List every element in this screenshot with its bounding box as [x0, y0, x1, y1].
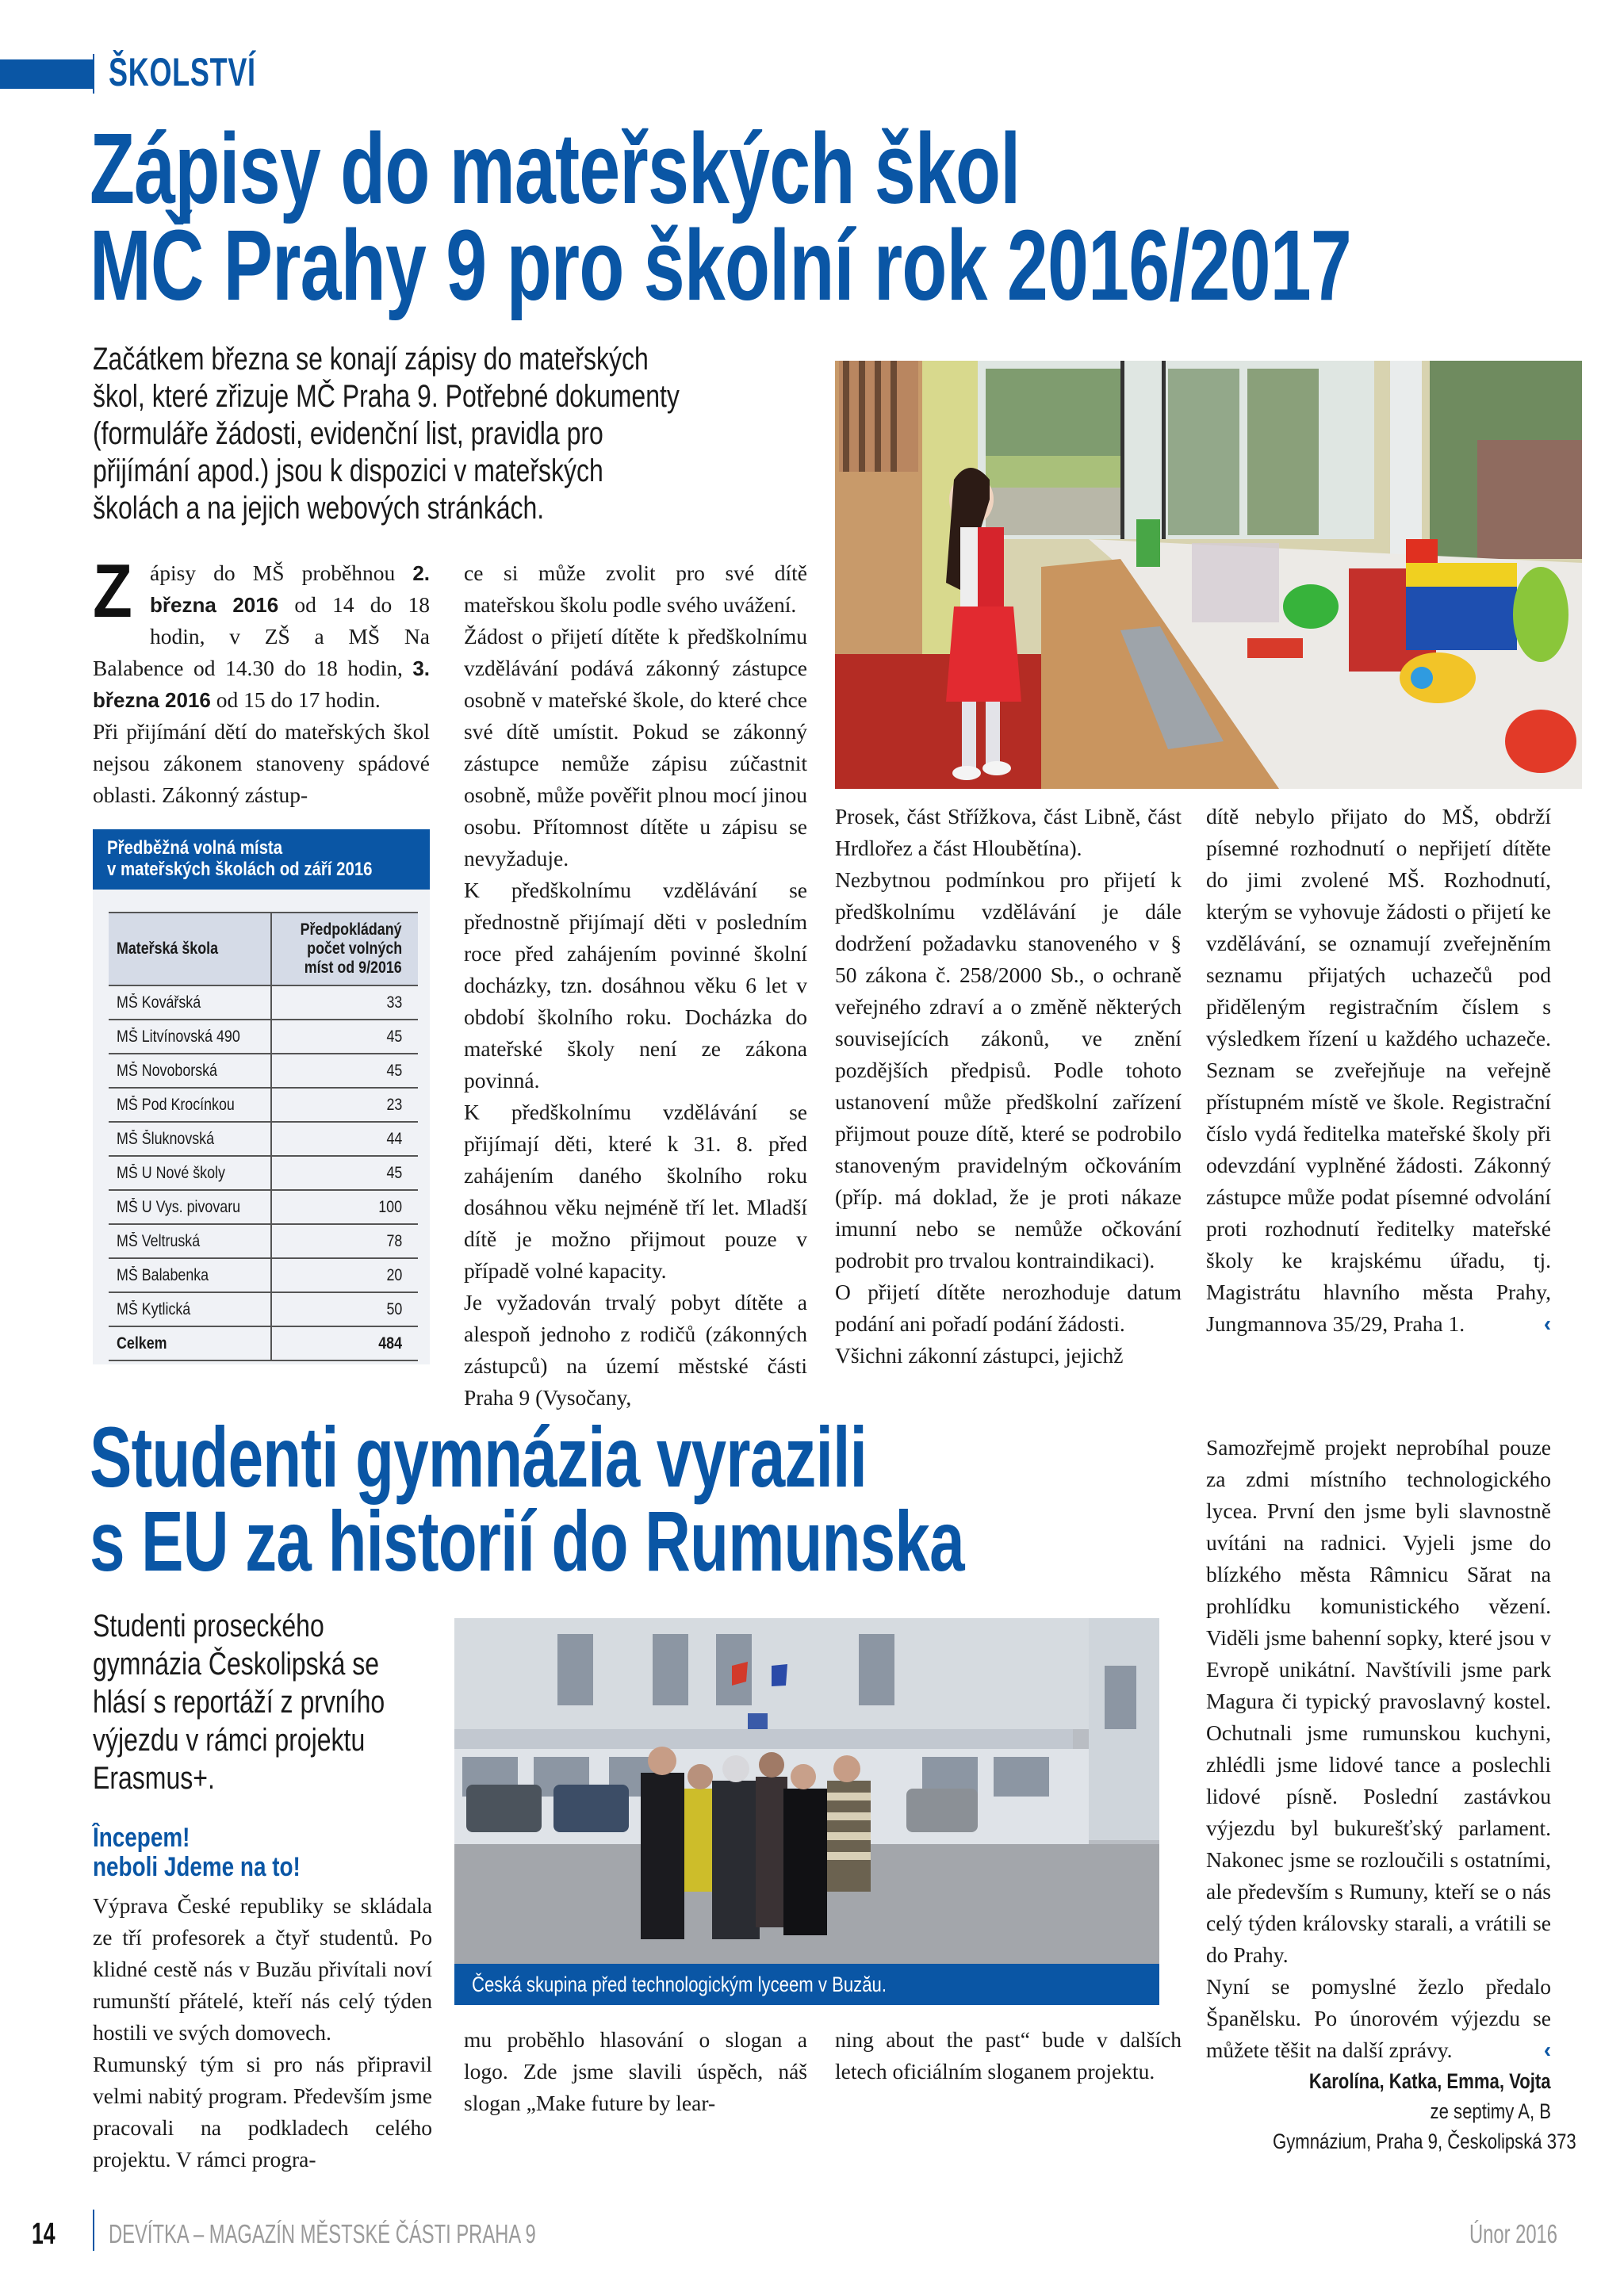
- intro-line: (formuláře žádosti, evidenční list, pravidla pro: [93, 416, 603, 451]
- free-places-table: [109, 912, 418, 1361]
- places-value: 33: [386, 993, 402, 1012]
- article1-column-3: [835, 801, 1182, 1372]
- school-name: MŠ Kovářská: [117, 993, 201, 1012]
- article1-column-4: [1206, 801, 1551, 1340]
- total-label: Celkem: [117, 1334, 167, 1353]
- intro-line: přijímání apod.) jsou k dispozici v mateřských: [93, 453, 603, 488]
- kindergarten-photo-image: [835, 361, 1582, 789]
- table-header-row: [109, 913, 418, 985]
- school-name: MŠ Veltruská: [117, 1231, 201, 1250]
- bold-date: 3. března 2016: [93, 656, 430, 712]
- intro-line: Erasmus+.: [93, 1761, 215, 1796]
- school-name: MŠ U Vys. pivovaru: [117, 1197, 241, 1216]
- footer-divider: [93, 2210, 94, 2251]
- caption-text: Česká skupina před technologickým lyceem v Buzău.: [472, 1973, 887, 1996]
- total-value: 484: [378, 1334, 402, 1353]
- paragraph: Nezbytnou podmínkou pro přijetí k předškolnímu vzdělávání je dále dodržení požadavku stanoveného v § 50 zákona č. 258/2000 Sb., o ochraně veřejného zdraví a o změně některých souvisejících zákonů, ve znění pozdějších předpisů. Podle tohoto ustanovení může předškolní zařízení přijmout pouze dítě, které se podrobilo stanoveným pravidelným očkováním (příp. má doklad, že je proti nákaze imunní nebo se nemůže očkování podrobit pro trvalou kontraindikaci).: [835, 867, 1182, 1272]
- school-name: MŠ Balabenka: [117, 1265, 209, 1284]
- places-value: 45: [386, 1061, 402, 1080]
- bold-date: 2. března 2016: [150, 561, 430, 617]
- places-value: 20: [386, 1265, 402, 1284]
- header-text: Předpokládaný: [301, 920, 402, 939]
- text-run: od 14 do 18 hodin, v ZŠ a MŠ Na Balabence od 14.30 do 18 hodin,: [93, 592, 431, 680]
- article1-column-2: [464, 557, 807, 1414]
- table-row: [109, 1190, 418, 1224]
- section-label: ŠKOLSTVÍ: [109, 50, 256, 94]
- paragraph: Žádost o přijetí dítěte k předškolnímu vzdělávání podává zákonný zástupce osobně v mateřské škole, do které chce své dítě umístit. Pokud se zákonný zástupce nemůže zápisu zúčastnit osobně, může pověřit plnou mocí jinou osobu. Přítomnost dítěte u zápisu se nevyžaduje.: [464, 624, 807, 871]
- paragraph: K předškolnímu vzdělávání se přednostně přijímají děti v posledním roce před zahájením povinné školní docházky, tzn. dosáhnou věku 6 let v období školního roku. Docházka do mateřské školy není ze zákona povinná.: [464, 878, 807, 1093]
- paragraph: Je vyžadován trvalý pobyt dítěte a alespoň jednoho z rodičů (zákonných zástupců) na území městské části Praha 9 (Vysočany,: [464, 1290, 807, 1410]
- paragraph: Všichni zákonní zástupci, jejichž: [835, 1343, 1124, 1368]
- paragraph: ning about the past“ bude v dalších letech oficiálním sloganem projektu.: [835, 2027, 1182, 2084]
- issue-date: Únor 2016: [1469, 2219, 1557, 2248]
- intro-line: výjezdu v rámci projektu: [93, 1723, 366, 1758]
- table-row: [109, 985, 418, 1020]
- intro-line: školách a na jejich webových stránkách.: [93, 491, 545, 526]
- table-row: [109, 1054, 418, 1088]
- header-text: Mateřská škola: [117, 939, 219, 958]
- text-run: od 15 do 17 hodin.: [210, 687, 381, 712]
- paragraph: O přijetí dítěte nerozhoduje datum podání ani pořadí podání žádosti.: [835, 1280, 1182, 1336]
- paragraph: Prosek, část Střížkova, část Libně, část Hrdlořez a část Hloubětína).: [835, 804, 1182, 860]
- table-title-line: Předběžná volná místa: [107, 837, 283, 859]
- article1-column-1: [93, 549, 431, 811]
- school-name: MŠ U Nové školy: [117, 1163, 225, 1182]
- table-title-line: v mateřských školách od září 2016: [107, 859, 373, 880]
- intro-line: Studenti proseckého: [93, 1609, 324, 1644]
- table-row: [109, 1258, 418, 1292]
- header-text: počet volných: [306, 939, 402, 958]
- school-name: MŠ Novoborská: [117, 1061, 217, 1080]
- places-value: 23: [386, 1095, 402, 1114]
- school-name: MŠ Pod Krocínkou: [117, 1095, 235, 1114]
- text-run: ápisy do MŠ proběhnou: [150, 561, 413, 585]
- places-value: 45: [386, 1027, 402, 1046]
- article2-title: [90, 1409, 964, 1589]
- article2-title-line: Studenti gymnázia vyrazili: [90, 1409, 868, 1505]
- text-run: dítě nebylo přijato do MŠ, obdrží písemné rozhodnutí o nepřijetí dítěte do jimi zvolené MŠ. Rozhodnutí, kterým se vyhovuje žádosti o přijetí ke vzdělávání, se oznamují zveřejněním seznamu přijatých uchazečů pod přiděleným registračním číslem s výsledkem řízení u každého uchazeče. Seznam se zveřejňuje na veřejně přístupném místě ve škole. Registrační číslo vydá ředitelka mateřské školy při odevzdání vyplněné žádosti. Zákonný zástupce může podat písemné odvolání proti rozhodnutí ředitelky mateřské školy ke krajskému úřadu, tj. Magistrátu hlavního města Prahy, Jungmannova 35/29, Praha 1.: [1206, 804, 1551, 1336]
- school-name: MŠ Šluknovská: [117, 1129, 215, 1148]
- table-row: [109, 1224, 418, 1258]
- paragraph: mu proběhlo hlasování o slogan a logo. Zde jsme slavili úspěch, náš slogan „Make future by lear-: [464, 2027, 807, 2115]
- places-value: 44: [386, 1129, 402, 1148]
- article1-title-line: Zápisy do mateřských škol: [90, 113, 1021, 224]
- article2-column-3: [835, 2024, 1182, 2087]
- article2-title-line: s EU za historií do Rumunska: [90, 1493, 964, 1589]
- paragraph: [93, 549, 431, 716]
- table-row: [109, 1122, 418, 1156]
- section-accent-bar: [0, 59, 93, 89]
- article-signature: [1206, 2066, 1576, 2156]
- intro-line: Začátkem března se konají zápisy do mateřských: [93, 342, 649, 377]
- table-row: [109, 1088, 418, 1122]
- places-value: 100: [378, 1197, 402, 1216]
- paragraph: [1206, 801, 1551, 1340]
- text-run: Nyní se pomyslné žezlo předalo Španělsku. Po únorovém výjezdu se můžete těšit na další zprávy.: [1206, 1974, 1551, 2062]
- group-photo-caption: [454, 1964, 1159, 2005]
- intro-line: škol, které zřizuje MČ Praha 9. Potřebné dokumenty: [93, 379, 680, 414]
- school-name: MŠ Kytlická: [117, 1299, 191, 1318]
- paragraph: K předškolnímu vzdělávání se přijímají děti, které k 31. 8. před zahájením daného školního roku dosáhnou věku nejméně tří let. Mladší dítě je možno přijmout pouze v případě volné kapacity.: [464, 1100, 807, 1283]
- section-divider: [93, 54, 94, 94]
- magazine-name: DEVÍTKA – MAGAZÍN MĚSTSKÉ ČÁSTI PRAHA 9: [109, 2219, 536, 2248]
- article2-column-2: [464, 2024, 807, 2119]
- intro-line: hlásí s reportáží z prvního: [93, 1685, 385, 1720]
- paragraph: ce si může zvolit pro své dítě mateřskou školu podle svého uvážení.: [464, 561, 807, 617]
- subhead-line: neboli Jdeme na to!: [93, 1852, 301, 1882]
- group-photo-image: [454, 1618, 1159, 1964]
- author-school: Gymnázium, Praha 9, Českolipská 373: [1273, 2130, 1576, 2153]
- column-header-school: [109, 913, 271, 985]
- table-box-title: [93, 829, 430, 890]
- table-row: [109, 1156, 418, 1190]
- article-end-chevron-icon: ‹: [1543, 1311, 1551, 1336]
- article2-column-1: [93, 1890, 432, 2175]
- article1-title: [90, 113, 1352, 321]
- drop-cap: Z: [93, 549, 132, 633]
- kindergarten-photo: [835, 361, 1582, 789]
- places-value: 45: [386, 1163, 402, 1182]
- paragraph: Rumunský tým si pro nás připravil velmi nabitý program. Především jsme pracovali na podkladech celého projektu. V rámci progra-: [93, 2052, 432, 2172]
- subhead-line: Începem!: [93, 1823, 190, 1853]
- paragraph: Výprava České republiky se skládala ze tří profesorek a čtyř studentů. Po klidné cestě nás v Buzău přivítali noví rumunští přátelé, kteří nás celý týden hostili ve svých domovech.: [93, 1893, 432, 2045]
- header-text: míst od 9/2016: [304, 959, 402, 977]
- intro-line: gymnázia Českolipská se: [93, 1647, 380, 1682]
- article-end-chevron-icon: ‹: [1543, 2038, 1551, 2062]
- table-row: [109, 1020, 418, 1054]
- article2-column-4: [1206, 1432, 1576, 2156]
- article1-intro: [93, 341, 680, 527]
- places-value: 50: [386, 1299, 402, 1318]
- article2-subhead: [93, 1823, 301, 1882]
- column-header-places: [271, 913, 418, 985]
- school-name: MŠ Litvínovská 490: [117, 1027, 240, 1046]
- author-class: ze septimy A, B: [1430, 2099, 1551, 2123]
- page-number: 14: [32, 2218, 56, 2251]
- article2-intro: [93, 1607, 385, 1797]
- places-value: 78: [386, 1231, 402, 1250]
- author-names: Karolína, Katka, Emma, Vojta: [1309, 2069, 1551, 2093]
- group-photo: [454, 1618, 1159, 1964]
- paragraph: Samozřejmě projekt neprobíhal pouze za zdmi místního technologického lycea. První den jsme byli slavnostně uvítáni na radnici. Vyjeli jsme do blízkého města Râmnicu Sărat na prohlídku komunistického vězení. Viděli jsme bahenní sopky, které jsou v Evropě unikátní. Navštívili jsme park Magura či typický pravoslavný kostel. Ochutnali jsme rumunskou kuchyni, zhlédli jsme lidové tance a poslechli lidové písně. Poslední zastávkou výjezdu byl bukurešťský parlament. Nakonec jsme se rozloučili s ostatními, ale především s Rumuny, kteří se o nás celý týden královsky starali, a vrátili se do Prahy.: [1206, 1435, 1551, 1967]
- paragraph: Při přijímání dětí do mateřských škol nejsou zákonem stanoveny spádové oblasti. Zákonný zástup-: [93, 719, 430, 807]
- article1-title-line: MČ Prahy 9 pro školní rok 2016/2017: [90, 209, 1352, 321]
- paragraph: [1206, 1971, 1551, 2066]
- table-row: [109, 1292, 418, 1326]
- free-places-table-box: [93, 829, 430, 1364]
- table-total-row: [109, 1326, 418, 1360]
